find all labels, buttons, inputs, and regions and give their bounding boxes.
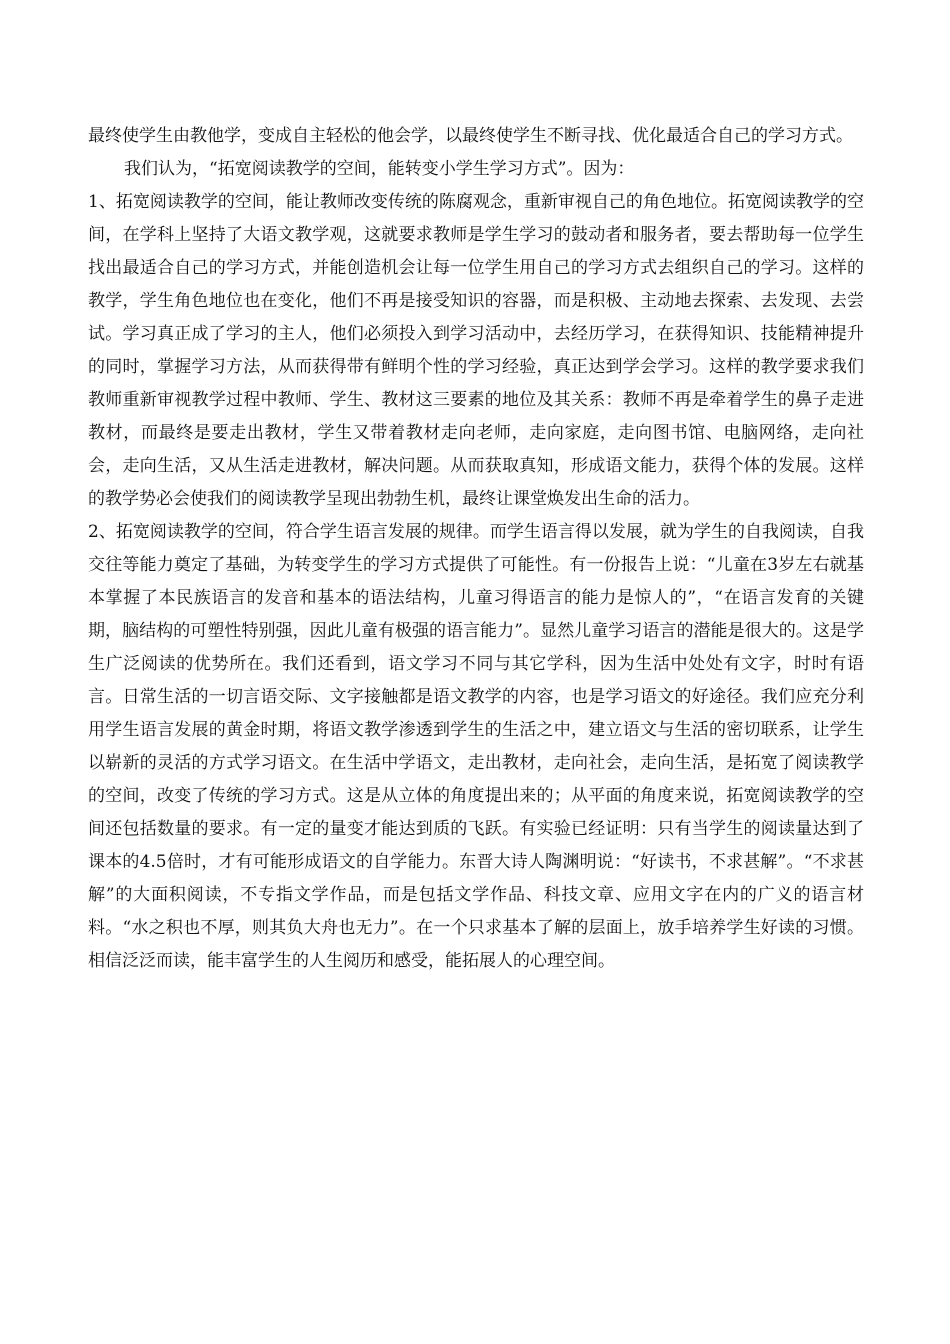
paragraph-continuation: 最终使学生由教他学，变成自主轻松的他会学，以最终使学生不断寻找、优化最适合自己的学习方式。 [88, 126, 853, 146]
body-text [88, 120, 864, 978]
paragraph-point-1: 1、拓宽阅读教学的空间，能让教师改变传统的陈腐观念，重新审视自己的角色地位。拓宽阅读教学的空间，在学科上坚持了大语文教学观，这就要求教师是学生学习的鼓动者和服务者，要去帮助每一位学生找出最适合自己的学习方式，并能创造机会让每一位学生用自己的学习方式去组织自己的学习。这样的教学，学生角色地位也在变化，他们不再是接受知识的容器，而是积极、主动地去探索、去发现、去尝试。学习真正成了学习的主人，他们必须投入到学习活动中，去经历学习，在获得知识、技能精神提升的同时，掌握学习方法，从而获得带有鲜明个性的学习经验，真正达到学会学习。这样的教学要求我们教师重新审视教学过程中教师、学生、教材这三要素的地位及其关系：教师不再是牵着学生的鼻子走进教材，而最终是要走出教材，学生又带着教材走向老师，走向家庭，走向图书馆、电脑网络，走向社会，走向生活，又从生活走进教材，解决问题。从而获取真知，形成语文能力，获得个体的发展。这样的教学势必会使我们的阅读教学呈现出勃勃生机，最终让课堂焕发出生命的活力。 [88, 192, 864, 509]
paragraph-thesis: 我们认为，“拓宽阅读教学的空间，能转变小学生学习方式”。因为： [124, 159, 635, 179]
paragraph-point-2: 2、拓宽阅读教学的空间，符合学生语言发展的规律。而学生语言得以发展，就为学生的自我阅读，自我交往等能力奠定了基础，为转变学生的学习方式提供了可能性。有一份报告上说：“儿童在3岁左右就基本掌握了本民族语言的发音和基本的语法结构，儿童习得语言的能力是惊人的”，“在语言发育的关键期，脑结构的可塑性特别强，因此儿童有极强的语言能力”。显然儿童学习语言的潜能是很大的。这是学生广泛阅读的优势所在。我们还看到，语文学习不同与其它学科，因为生活中处处有文字，时时有语言。日常生活的一切言语交际、文字接触都是语文教学的内容，也是学习语文的好途径。我们应充分利用学生语言发展的黄金时期，将语文教学渗透到学生的生活之中，建立语文与生活的密切联系，让学生以崭新的灵活的方式学习语文。在生活中学语文，走出教材，走向社会，走向生活，是拓宽了阅读教学的空间，改变了传统的学习方式。这是从立体的角度提出来的；从平面的角度来说，拓宽阅读教学的空间还包括数量的要求。有一定的量变才能达到质的飞跃。有实验已经证明：只有当学生的阅读量达到了课本的4.5倍时，才有可能形成语文的自学能力。东晋大诗人陶渊明说：“好读书，不求甚解”。“不求甚解”的大面积阅读，不专指文学作品，而是包括文学作品、科技文章、应用文字在内的广义的语言材料。“水之积也不厚，则其负大舟也无力”。在一个只求基本了解的层面上，放手培养学生好读的习惯。相信泛泛而读，能丰富学生的人生阅历和感受，能拓展人的心理空间。 [88, 522, 864, 971]
